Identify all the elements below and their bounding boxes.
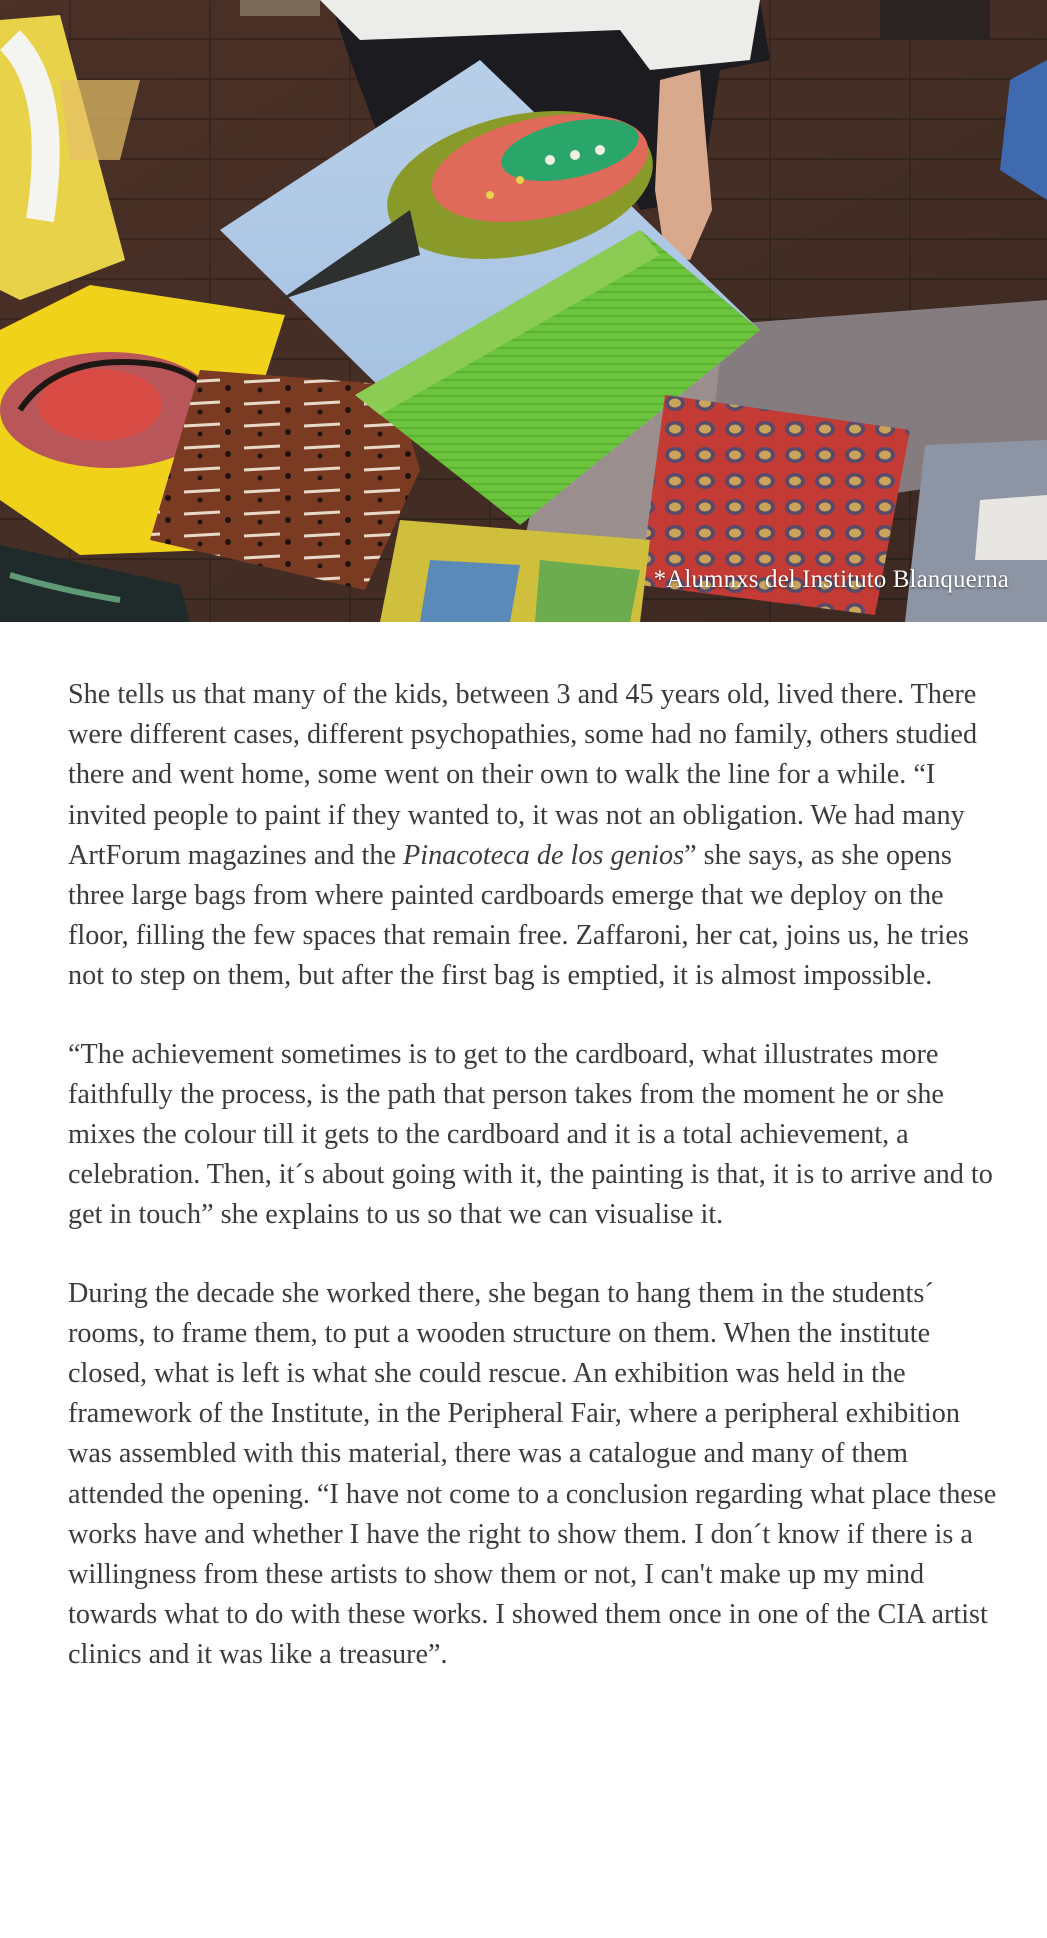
paragraph-2: “The achievement sometimes is to get to the cardboard, what illustrates more faithfully the process, is the path that person takes from the moment he or she mixes the colour till it gets to the cardboard and it is a total achievement, a celebration. Then, it´s about going with it, the painting is that, it is to arrive and to get in touch” she explains to us so that we can visualise it. [68,1038,993,1231]
hero-photo [0,0,1047,622]
book-title: Pinacoteca de los genios [403,839,685,871]
paintings-on-floor-illustration [0,0,1047,622]
paragraph-3: During the decade she worked there, she began to hang them in the students´ rooms, to frame them, to put a wooden structure on them. When the institute closed, what is left is what she could rescue. An exhibition was held in the framework of the Institute, in the Peripheral Fair, where a peripheral exhibition was assembled with this material, there was a catalogue and many of them attended the opening. “I have not come to a conclusion regarding what place these works have and whether I have the right to show them. I don´t know if there is a willingness from these artists to show them or not, I can't make up my mind towards what to do with these works. I showed them once in one of the CIA artist clinics and it was like a treasure”. [68,1277,997,1671]
paragraph-1-start: She tells us that many of the kids, between 3 and 45 years old, lived there. There were different cases, different psychopathies, some had no family, others studied there and went home, some went on their own to walk the line for a while. “I invited people to paint if they wanted to, it was not an obligation. We had many ArtForum magazines and the [68,679,978,871]
paragraph-1-end: ” she says, as she opens three large bags from where painted cardboards emerge that we deploy on the floor, filling the few spaces that remain free. Zaffaroni, her cat, joins us, he tries not to step on them, but after the first bag is emptied, it is almost impossible. [68,839,969,992]
article-body [68,675,1008,1714]
photo-caption: *Alumnxs del Instituto Blanquerna [653,566,1009,593]
paragraph-1 [68,675,1008,997]
